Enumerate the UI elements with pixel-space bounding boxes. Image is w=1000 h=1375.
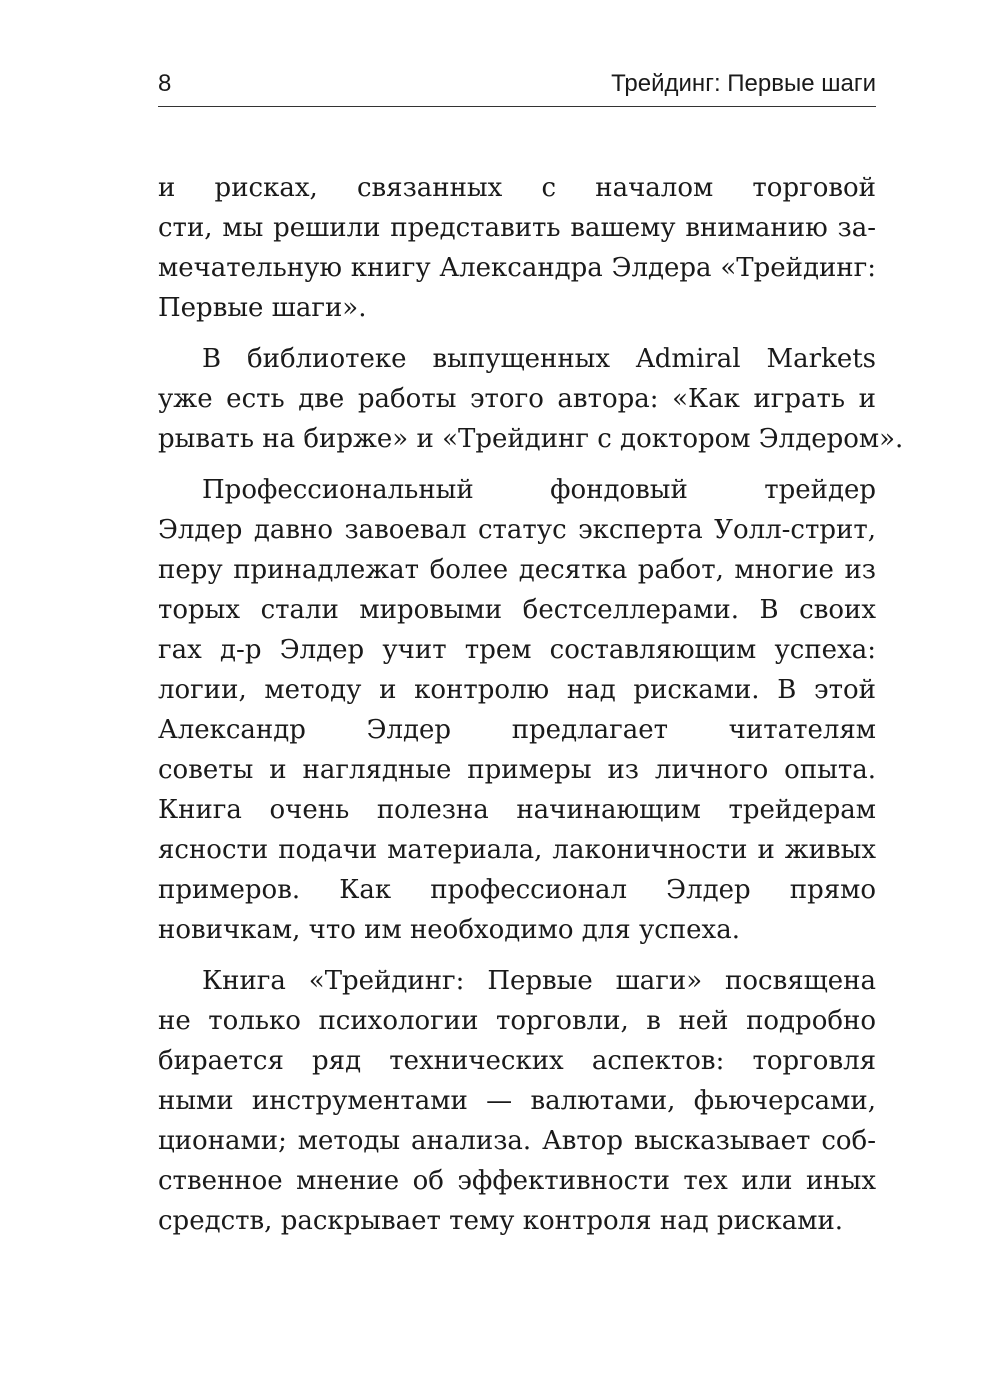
header-rule (158, 106, 876, 107)
text-line: не только психологии торговли, в ней подробно (158, 1006, 876, 1036)
text-line: перу принадлежат более десятка работ, многие из (158, 555, 876, 585)
text-line: Первые шаги». (158, 293, 367, 323)
text-line: ясности подачи материала, лаконичности и живых (158, 835, 876, 865)
text-line: рывать на бирже» и «Трейдинг с доктором Элдером». (158, 424, 904, 454)
paragraph-4 (158, 961, 876, 1241)
page-number: 8 (158, 70, 172, 97)
text-line: Элдер давно завоевал статус эксперта Уолл-стрит, (158, 515, 876, 545)
text-line: торых стали мировыми бестселлерами. В своих (158, 595, 876, 625)
text-line: ционами; методы анализа. Автор высказывает соб- (158, 1126, 876, 1156)
text-line: мечательную книгу Александра Элдера «Трейдинг: (158, 253, 876, 283)
text-line: Книга очень полезна начинающим трейдерам (158, 795, 876, 825)
text-line: Профессиональный фондовый трейдер (202, 475, 876, 505)
paragraph-2 (158, 339, 904, 459)
paragraph-1 (158, 168, 876, 328)
text-line: уже есть две работы этого автора: «Как играть и (158, 384, 876, 414)
text-line: Александр Элдер предлагает читателям (158, 715, 876, 745)
paragraph-3 (158, 470, 876, 950)
body-text (158, 168, 904, 1252)
text-line: примеров. Как профессионал Элдер прямо (158, 875, 876, 905)
text-line: бирается ряд технических аспектов: торговля (158, 1046, 876, 1076)
running-header (158, 66, 876, 106)
text-line: логии, методу и контролю над рисками. В этой (158, 675, 876, 705)
text-line: советы и наглядные примеры из личного опыта. (158, 755, 876, 785)
text-line: ственное мнение об эффективности тех или иных (158, 1166, 876, 1196)
text-line: В библиотеке выпущенных Admiral Markets (202, 344, 876, 374)
text-line: средств, раскрывает тему контроля над рисками. (158, 1206, 844, 1236)
running-title: Трейдинг: Первые шаги (611, 70, 876, 97)
text-line: и рисках, связанных с началом торговой (158, 173, 876, 203)
text-line: сти, мы решили представить вашему вниманию за- (158, 213, 876, 243)
text-line: Книга «Трейдинг: Первые шаги» посвящена (202, 966, 876, 996)
text-line: гах д-р Элдер учит трем составляющим успеха: (158, 635, 876, 665)
text-line: новичкам, что им необходимо для успеха. (158, 915, 740, 945)
text-line: ными инструментами — валютами, фьючерсами, (158, 1086, 876, 1116)
